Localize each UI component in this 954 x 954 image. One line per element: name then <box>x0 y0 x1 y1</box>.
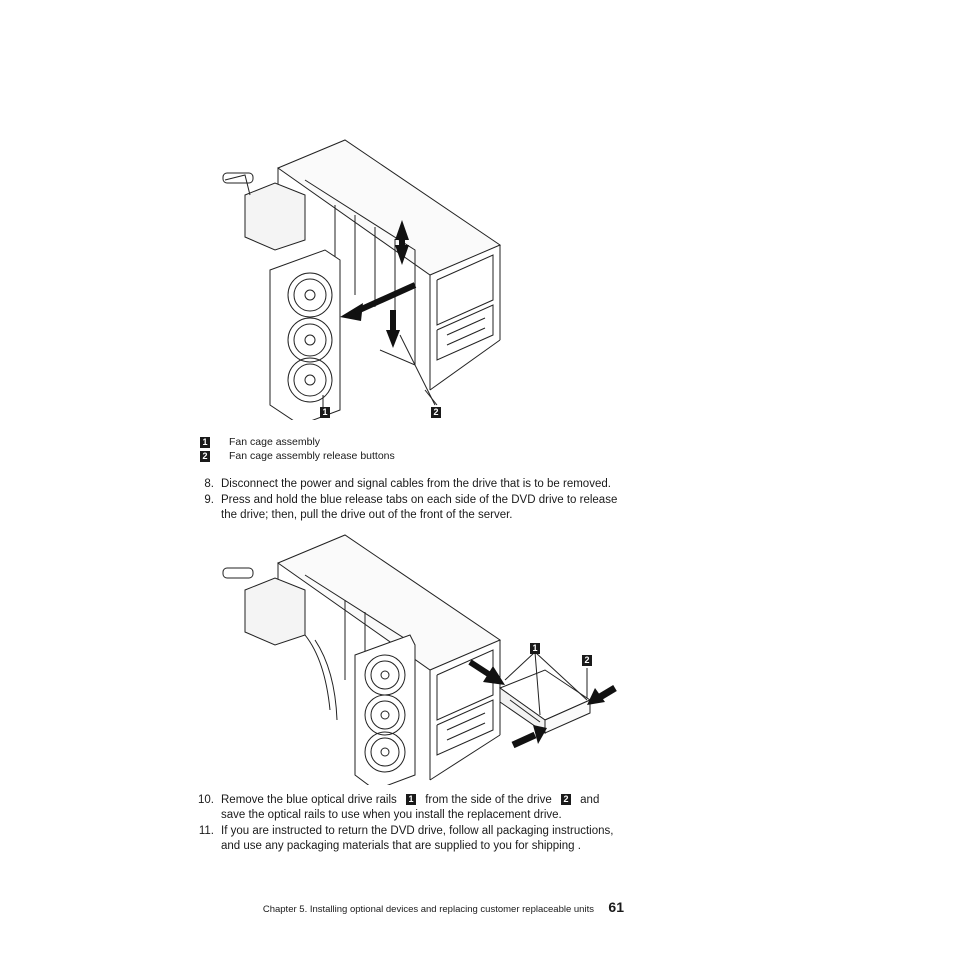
step-10-text-a: Remove the blue optical drive rails <box>221 794 397 806</box>
inline-callout-1: 1 <box>406 794 416 805</box>
step-text: Press and hold the blue release tabs on each side of the DVD drive to release the drive; then, pull the drive out of the front of the server. <box>221 494 618 521</box>
server-illustration-dvd-drive <box>215 530 635 785</box>
step-number: 8. <box>204 478 214 490</box>
step-number: 9. <box>204 494 214 506</box>
step-number: 11. <box>198 825 214 837</box>
callout-1-fig1: 1 <box>320 407 330 418</box>
step-number: 10. <box>198 794 214 806</box>
callout-2-fig2: 2 <box>582 655 592 666</box>
step-text <box>221 793 626 823</box>
server-illustration-fan-cage <box>215 135 515 420</box>
figure-dvd-drive-removal <box>215 530 635 785</box>
step-10-text-b: from the side of the drive <box>425 794 552 806</box>
chapter-title: Chapter 5. Installing optional devices and replacing customer replaceable units <box>262 904 594 915</box>
inline-callout-2: 2 <box>561 794 571 805</box>
legend-callout-2: 2 <box>200 451 210 462</box>
step-10-text-c: and save the optical rails to use when you install the replacement drive. <box>221 794 600 821</box>
figure-fan-cage-removal <box>215 135 515 420</box>
legend-text-2: Fan cage assembly release buttons <box>229 450 395 462</box>
page-footer <box>263 899 624 917</box>
step-text: Disconnect the power and signal cables from the drive that is to be removed. <box>221 478 611 490</box>
step-text: If you are instructed to return the DVD drive, follow all packaging instructions, and use any packaging materials that are supplied to you for shipping . <box>221 825 614 852</box>
callout-1-fig2: 1 <box>530 643 540 654</box>
legend-callout-1: 1 <box>200 437 210 448</box>
page-number: 61 <box>608 899 624 915</box>
callout-2-fig1: 2 <box>431 407 441 418</box>
legend-text-1: Fan cage assembly <box>229 436 321 448</box>
